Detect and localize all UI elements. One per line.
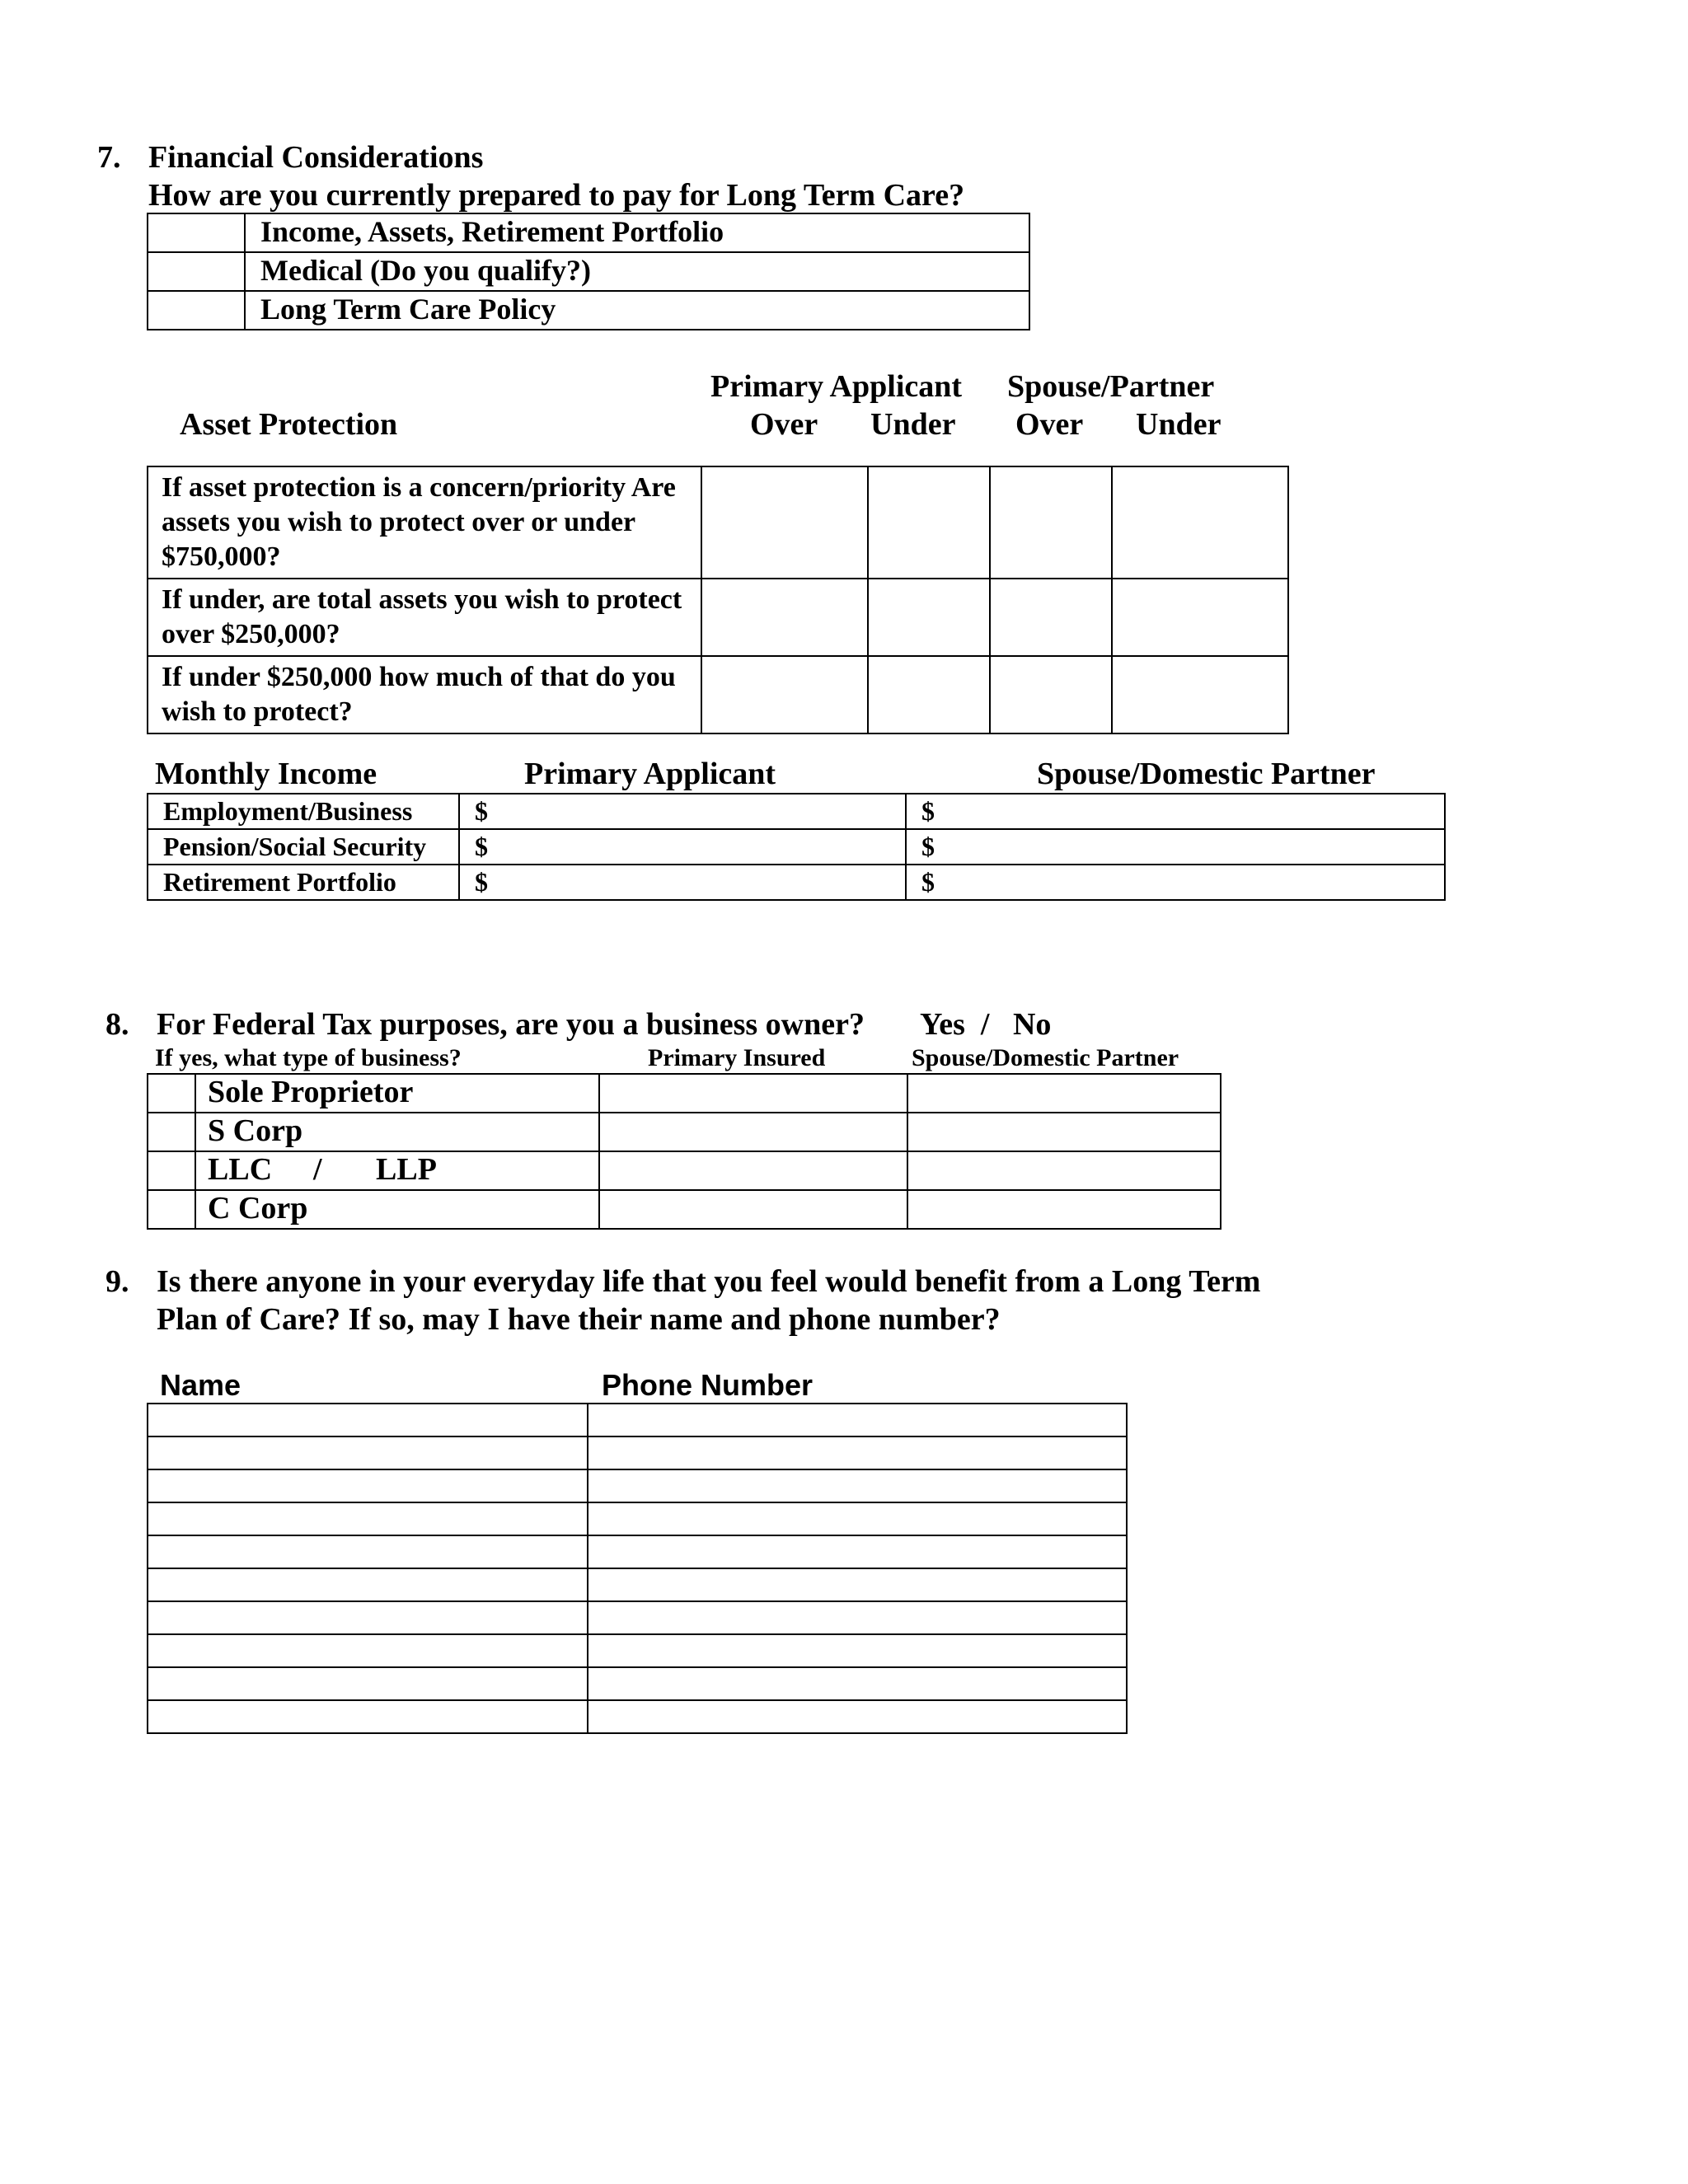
business-type-label-llc xyxy=(195,1151,599,1190)
business-type-table xyxy=(147,1073,1221,1230)
llc-label: LLC xyxy=(208,1152,273,1187)
answer-cell[interactable] xyxy=(868,466,990,579)
referral-phone-field[interactable] xyxy=(588,1502,1127,1535)
referral-name-field[interactable] xyxy=(148,1568,588,1601)
spouse-business-field[interactable] xyxy=(907,1113,1221,1151)
answer-cell[interactable] xyxy=(1112,656,1288,733)
section-9-question-line1: Is there anyone in your everyday life that you feel would benefit from a Long Term xyxy=(157,1264,1261,1299)
payment-option-checkbox[interactable] xyxy=(148,291,245,330)
spouse-income-field[interactable]: $ xyxy=(906,865,1445,900)
income-spouse-header: Spouse/Domestic Partner xyxy=(1037,757,1376,791)
payment-option-checkbox[interactable] xyxy=(148,213,245,252)
referral-phone-field[interactable] xyxy=(588,1469,1127,1502)
asset-question: If asset protection is a concern/priority Are assets you wish to protect over or under $750,000? xyxy=(148,466,701,579)
answer-cell[interactable] xyxy=(701,466,868,579)
answer-cell[interactable] xyxy=(701,656,868,733)
primary-business-field[interactable] xyxy=(599,1151,907,1190)
section-7-title: Financial Considerations xyxy=(148,140,484,175)
primary-business-field[interactable] xyxy=(599,1190,907,1229)
business-checkbox[interactable] xyxy=(148,1074,195,1113)
payment-option-label: Medical (Do you qualify?) xyxy=(245,252,1029,291)
primary-income-field[interactable]: $ xyxy=(459,829,906,865)
referral-name-field[interactable] xyxy=(148,1535,588,1568)
spouse-business-field[interactable] xyxy=(907,1074,1221,1113)
income-primary-header: Primary Applicant xyxy=(524,757,776,791)
primary-income-field[interactable]: $ xyxy=(459,794,906,829)
answer-cell[interactable] xyxy=(990,656,1112,733)
asset-primary-header: Primary Applicant xyxy=(710,369,963,404)
section-9-number: 9. xyxy=(106,1264,129,1299)
referral-phone-field[interactable] xyxy=(588,1535,1127,1568)
section-7-question: How are you currently prepared to pay for Long Term Care? xyxy=(148,178,965,213)
income-row-label: Employment/Business xyxy=(148,794,459,829)
asset-primary-over: Over xyxy=(750,407,818,442)
yes-no-choice[interactable]: Yes / No xyxy=(920,1007,1052,1042)
asset-spouse-over: Over xyxy=(1015,407,1084,442)
primary-business-field[interactable] xyxy=(599,1113,907,1151)
business-type-label: C Corp xyxy=(195,1190,599,1229)
monthly-income-label: Monthly Income xyxy=(155,757,377,791)
answer-cell[interactable] xyxy=(868,579,990,656)
answer-cell[interactable] xyxy=(990,579,1112,656)
spouse-income-field[interactable]: $ xyxy=(906,829,1445,865)
phone-header: Phone Number xyxy=(602,1368,814,1402)
referral-name-field[interactable] xyxy=(148,1634,588,1667)
name-header: Name xyxy=(160,1368,241,1402)
income-row-label: Pension/Social Security xyxy=(148,829,459,865)
business-checkbox[interactable] xyxy=(148,1190,195,1229)
answer-cell[interactable] xyxy=(1112,579,1288,656)
section-8-question: For Federal Tax purposes, are you a business owner? xyxy=(157,1007,865,1042)
section-9-question-line2: Plan of Care? If so, may I have their name and phone number? xyxy=(157,1302,1001,1337)
business-spouse-header: Spouse/Domestic Partner xyxy=(912,1044,1179,1071)
business-checkbox[interactable] xyxy=(148,1113,195,1151)
business-type-label: S Corp xyxy=(195,1113,599,1151)
asset-spouse-header: Spouse/Partner xyxy=(1007,369,1215,404)
payment-option-checkbox[interactable] xyxy=(148,252,245,291)
referral-name-field[interactable] xyxy=(148,1700,588,1733)
asset-primary-under: Under xyxy=(870,407,956,442)
section-8-number: 8. xyxy=(106,1007,129,1042)
asset-question: If under $250,000 how much of that do you wish to protect? xyxy=(148,656,701,733)
referral-phone-field[interactable] xyxy=(588,1404,1127,1436)
asset-protection-table xyxy=(147,466,1289,734)
section-7-number: 7. xyxy=(97,140,121,175)
primary-income-field[interactable]: $ xyxy=(459,865,906,900)
business-type-question: If yes, what type of business? xyxy=(155,1044,462,1071)
spouse-business-field[interactable] xyxy=(907,1190,1221,1229)
referral-phone-field[interactable] xyxy=(588,1634,1127,1667)
asset-spouse-under: Under xyxy=(1136,407,1221,442)
asset-question: If under, are total assets you wish to protect over $250,000? xyxy=(148,579,701,656)
asset-protection-label: Asset Protection xyxy=(180,407,398,442)
referral-name-field[interactable] xyxy=(148,1601,588,1634)
referral-table xyxy=(147,1403,1128,1734)
monthly-income-table xyxy=(147,793,1446,901)
referral-name-field[interactable] xyxy=(148,1469,588,1502)
business-primary-header: Primary Insured xyxy=(648,1044,826,1071)
answer-cell[interactable] xyxy=(701,579,868,656)
referral-name-field[interactable] xyxy=(148,1436,588,1469)
payment-options-table xyxy=(147,213,1030,330)
llp-label: LLP xyxy=(376,1152,437,1187)
spouse-income-field[interactable]: $ xyxy=(906,794,1445,829)
referral-name-field[interactable] xyxy=(148,1404,588,1436)
referral-phone-field[interactable] xyxy=(588,1601,1127,1634)
referral-phone-field[interactable] xyxy=(588,1667,1127,1700)
answer-cell[interactable] xyxy=(990,466,1112,579)
answer-cell[interactable] xyxy=(868,656,990,733)
income-row-label: Retirement Portfolio xyxy=(148,865,459,900)
business-type-label: Sole Proprietor xyxy=(195,1074,599,1113)
referral-name-field[interactable] xyxy=(148,1502,588,1535)
referral-name-field[interactable] xyxy=(148,1667,588,1700)
primary-business-field[interactable] xyxy=(599,1074,907,1113)
referral-phone-field[interactable] xyxy=(588,1568,1127,1601)
payment-option-label: Long Term Care Policy xyxy=(245,291,1029,330)
llc-llp-slash: / xyxy=(313,1152,322,1187)
referral-phone-field[interactable] xyxy=(588,1700,1127,1733)
payment-option-label: Income, Assets, Retirement Portfolio xyxy=(245,213,1029,252)
spouse-business-field[interactable] xyxy=(907,1151,1221,1190)
answer-cell[interactable] xyxy=(1112,466,1288,579)
referral-phone-field[interactable] xyxy=(588,1436,1127,1469)
business-checkbox[interactable] xyxy=(148,1151,195,1190)
